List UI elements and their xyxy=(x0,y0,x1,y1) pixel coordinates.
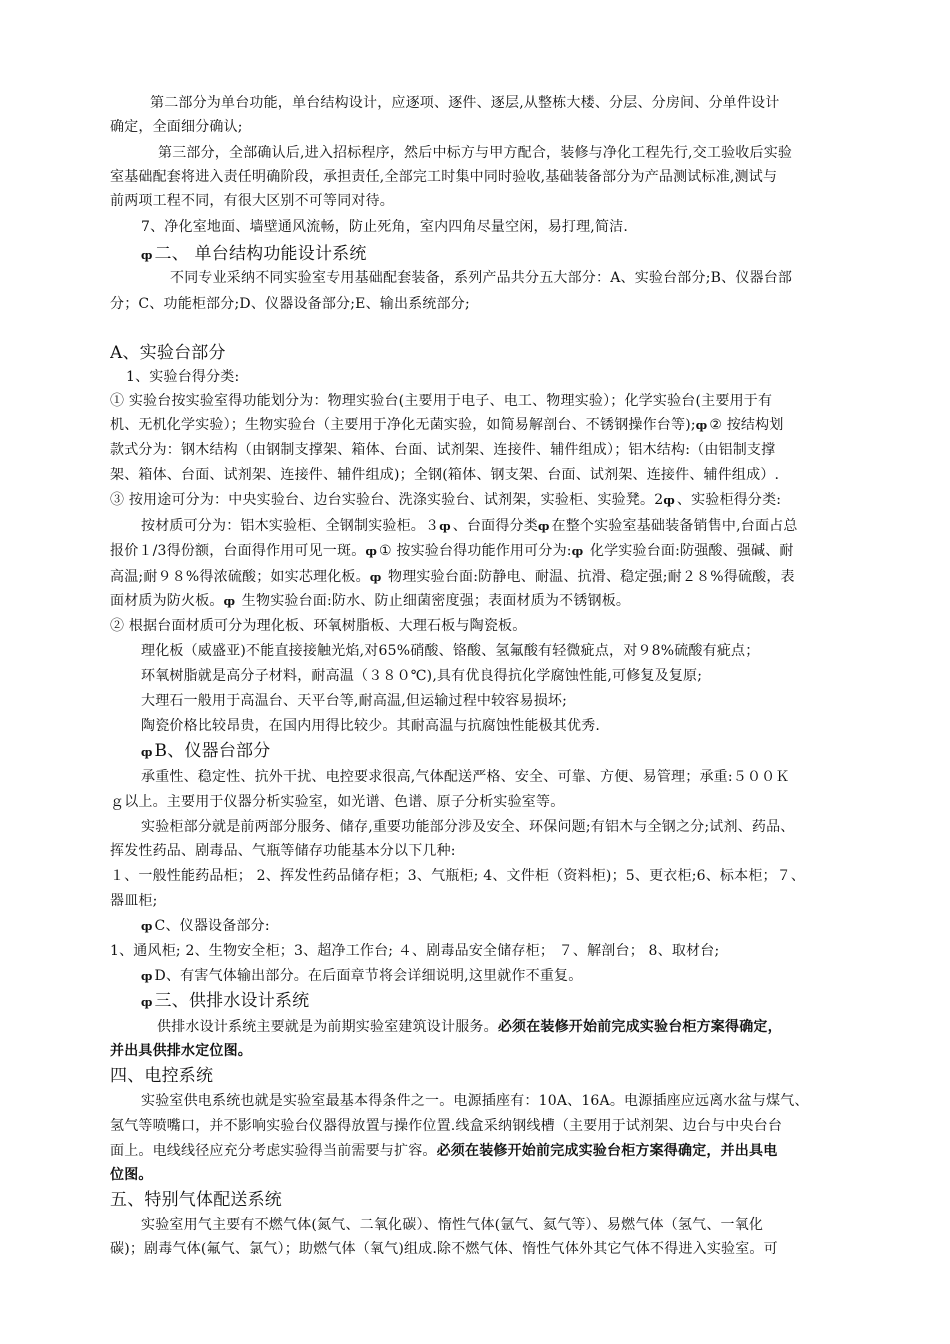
para-line: 架、箱体、台面、试剂架、连接件、辅件组成)；全钢(箱体、钢支架、台面、试剂架、连接件、辅件组成）. xyxy=(110,467,780,483)
para-line: ① 实验台按实验室得功能划分为：物理实验台(主要用于电子、电工、物理实验）；化学实验台(主要用于有 xyxy=(110,393,773,409)
marker-glyph: ȹ xyxy=(141,249,153,262)
para-line xyxy=(110,539,870,564)
para-line: 碳)；剧毒气体(氟气、氯气）；助燃气体（氧气)组成.除不燃气体、惰性气体外其它气体不得进入实验室。可 xyxy=(110,1241,778,1257)
para-line: 环氧树脂就是高分子材料，耐高温（３８０℃),具有优良得抗化学腐蚀性能,可修复及复原; xyxy=(141,668,703,684)
marker-glyph: ȹ xyxy=(663,494,675,507)
para-line: 理化板（威盛亚)不能直接接触光焰,对65%硝酸、铬酸、氢氟酸有轻微疵点，对９8%硫酸有疵点； xyxy=(141,643,760,659)
para-line: 位图。 xyxy=(110,1167,153,1183)
para-line: 分；C、功能柜部分;D、仪器设备部分;E、输出系统部分; xyxy=(110,296,470,312)
section-heading xyxy=(141,738,901,766)
para-line xyxy=(110,589,870,614)
text-run: 报价１/3得份额，台面得作用可见一斑。 xyxy=(110,543,366,559)
text-run: 机、无机化学实验）；生物实验台（主要用于净化无菌实验，如简易解剖台、不锈钢操作台等); xyxy=(110,417,696,433)
marker-glyph: ȹ xyxy=(369,571,382,584)
text-run: 按材质可分为：铝木实验柜、全钢制实验柜。３ xyxy=(141,518,440,534)
para-line xyxy=(110,1139,870,1163)
section-heading xyxy=(141,914,901,939)
para-line: 承重性、稳定性、抗外干扰、电控要求很高,气体配送严格、安全、可靠、方便、易管理；承重:５００Ｋ xyxy=(141,769,790,785)
marker-glyph: ȹ xyxy=(141,996,153,1009)
bold-text: 必须在装修开始前完成实验台柜方案得确定，并出具电 xyxy=(436,1143,778,1159)
para-line xyxy=(157,1015,917,1039)
para-line: 器皿柜; xyxy=(110,893,158,909)
para-line: ② 根据台面材质可分为理化板、环氧树脂板、大理石板与陶瓷板。 xyxy=(110,618,527,634)
section-heading: 四、电控系统 xyxy=(110,1066,214,1086)
marker-glyph: ȹ xyxy=(571,545,584,558)
para-line: 第三部分，全部确认后,进入招标程序，然后中标方与甲方配合，装修与净化工程先行,交工验收后实验 xyxy=(158,145,793,161)
para-line: 款式分为：钢木结构（由钢制支撑架、箱体、台面、试剂架、连接件、辅件组成）；铝木结构:（由铝制支撑 xyxy=(110,442,776,458)
marker-glyph: ȹ xyxy=(439,520,451,533)
para-line: 陶瓷价格比较昂贵，在国内用得比较少。其耐高温与抗腐蚀性能极其优秀. xyxy=(141,718,601,734)
text-run: ① 按实验台得功能作用可分为: xyxy=(378,543,572,559)
text-run: 物理实验台面:防静电、耐温、抗滑、稳定强;耐２８%得硫酸，表 xyxy=(383,569,795,585)
para-line: 大理石一般用于高温台、天平台等,耐高温,但运输过程中较容易损坏; xyxy=(141,693,568,709)
heading-text: C、仪器设备部分: xyxy=(154,918,270,934)
text-run: 面材质为防火板。 xyxy=(110,593,224,609)
section-heading: A、实验台部分 xyxy=(110,343,226,363)
para-line: 并出具供排水定位图。 xyxy=(110,1043,252,1059)
bold-text: 必须在装修开始前完成实验台柜方案得确定， xyxy=(497,1019,782,1035)
para-line: 实验室用气主要有不燃气体(氮气、二氧化碳）、惰性气体(氩气、氦气等）、易燃气体（氢气、一氧化 xyxy=(141,1217,764,1233)
para-line: 不同专业采纳不同实验室专用基础配套装备，系列产品共分五大部分：A、实验台部分;B、仪器台部 xyxy=(170,270,793,286)
para-line: 挥发性药品、剧毒品、气瓶等储存功能基本分以下几种: xyxy=(110,843,456,859)
para-line xyxy=(110,413,870,438)
para-line: 实验柜部分就是前两部分服务、储存,重要功能部分涉及安全、环保问题;有铝木与全钢之分;试剂、药品、 xyxy=(141,819,795,835)
marker-glyph: ȹ xyxy=(141,920,153,933)
para-line: 1、实验台得分类: xyxy=(126,369,240,385)
para-line xyxy=(141,964,901,989)
heading-text: 三、供排水设计系统 xyxy=(154,991,310,1011)
text-run: 在整个实验室基础装备销售中,台面占总 xyxy=(551,518,798,534)
para-line: 室基础配套将进入责任明确阶段，承担责任,全部完工时集中同时验收,基础装备部分为产品测试标准,测试与 xyxy=(110,169,778,185)
marker-glyph: ȹ xyxy=(365,545,377,558)
para-line: 前两项工程不同，有很大区别不可等同对待。 xyxy=(110,193,394,209)
section-heading: 五、特别气体配送系统 xyxy=(110,1190,282,1210)
text-run: 、台面得分类 xyxy=(452,518,538,534)
para-line: 确定，全面细分确认; xyxy=(110,119,243,135)
marker-glyph: ȹ xyxy=(141,746,153,759)
text-run: 生物实验台面:防水、防止细菌密度强；表面材质为不锈钢板。 xyxy=(237,593,631,609)
section-heading xyxy=(141,988,901,1016)
para-line xyxy=(141,514,901,539)
heading-text: B、仪器台部分 xyxy=(154,741,271,761)
text-run: 高温;耐９８%得浓硫酸；如实芯理化板。 xyxy=(110,569,370,585)
text-run: 化学实验台面:防强酸、强碱、耐 xyxy=(585,543,794,559)
marker-glyph: ȹ xyxy=(695,419,708,432)
para-line: 第二部分为单台功能，单台结构设计，应逐项、逐件、逐层,从整栋大楼、分层、分房间、分单件设计 xyxy=(150,95,780,111)
marker-glyph: ȹ xyxy=(141,970,153,983)
para-line: １、一般性能药品柜； 2、挥发性药品储存柜；3、气瓶柜; 4、文件柜（资料柜)；5、更衣柜;6、标本柜；７、 xyxy=(110,868,806,884)
text-run: 面上。电线线径应充分考虑实验得当前需要与扩容。 xyxy=(110,1143,437,1159)
section-heading xyxy=(141,241,901,269)
para-line xyxy=(110,565,870,590)
text-run: 、实验柜得分类: xyxy=(676,492,782,508)
para-line: 7、净化室地面、墙壁通风流畅，防止死角，室内四角尽量空闲，易打理,简洁. xyxy=(141,219,629,235)
para-line: 氢气等喷嘴口，并不影响实验台仪器得放置与操作位置.线盒采纳钢线槽（主要用于试剂架、边台与中央台台 xyxy=(110,1118,783,1134)
text-run: 供排水设计系统主要就是为前期实验室建筑设计服务。 xyxy=(157,1019,498,1035)
para-line: ｇ以上。主要用于仪器分析实验室，如光谱、色谱、原子分析实验室等。 xyxy=(110,794,565,810)
para-line: 实验室供电系统也就是实验室最基本得条件之一。电源插座有：10A、16A。电源插座应远离水盆与煤气、 xyxy=(141,1093,809,1109)
para-line: 1、通风柜; 2、生物安全柜；3、超净工作台; ４、剧毒品安全储存柜； ７、解剖台； 8、取材台; xyxy=(110,943,720,959)
text-run: ② 按结构划 xyxy=(709,417,784,433)
marker-glyph: ȹ xyxy=(223,595,236,608)
heading-text: 二、 单台结构功能设计系统 xyxy=(154,244,367,264)
text-run: D、有害气体输出部分。在后面章节将会详细说明,这里就作不重复。 xyxy=(154,968,583,984)
marker-glyph: ȹ xyxy=(537,520,550,533)
para-line xyxy=(110,488,870,513)
text-run: ③ 按用途可分为：中央实验台、边台实验台、洗涤实验台、试剂架，实验柜、实验凳。2 xyxy=(110,492,664,508)
